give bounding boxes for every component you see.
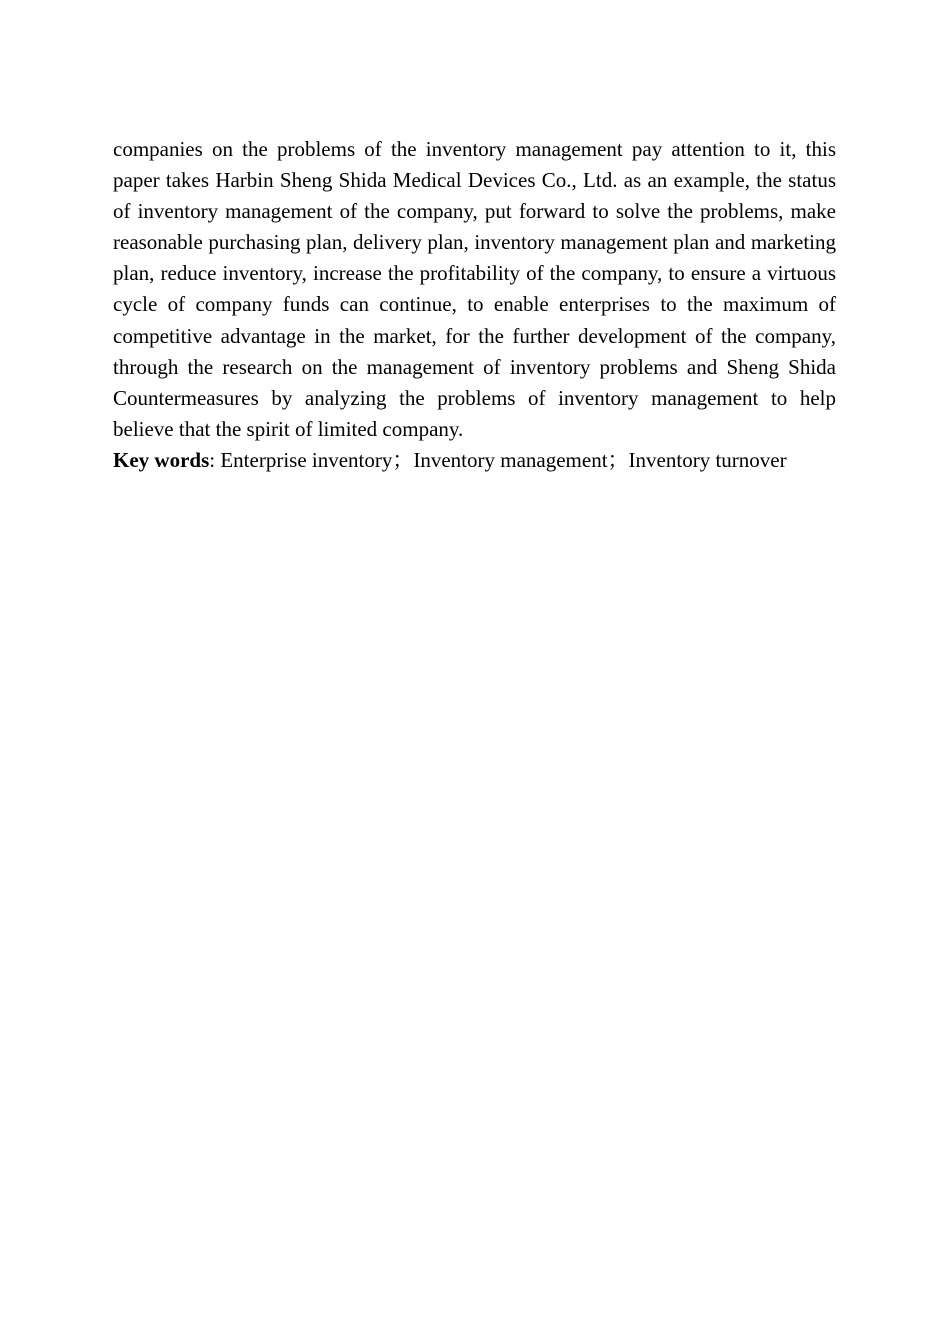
keywords-line	[113, 445, 836, 476]
keywords-text: Enterprise inventory；Inventory management；Inventory turnover	[220, 447, 787, 472]
abstract-paragraph: companies on the problems of the inventory management pay attention to it, this paper takes Harbin Sheng Shida Medical Devices Co., Ltd. as an example, the status of inventory management of the company, put forward to solve the problems, make reasonable purchasing plan, delivery plan, inventory management plan and marketing plan, reduce inventory, increase the profitability of the company, to ensure a virtuous cycle of company funds can continue, to enable enterprises to the maximum of competitive advantage in the market, for the further development of the company, through the research on the management of inventory problems and Sheng Shida Countermeasures by analyzing the problems of inventory management to help believe that the spirit of limited company.	[113, 137, 836, 441]
keywords-label: Key words	[113, 447, 210, 472]
keywords-separator: :	[209, 447, 221, 472]
abstract-section	[113, 134, 836, 476]
